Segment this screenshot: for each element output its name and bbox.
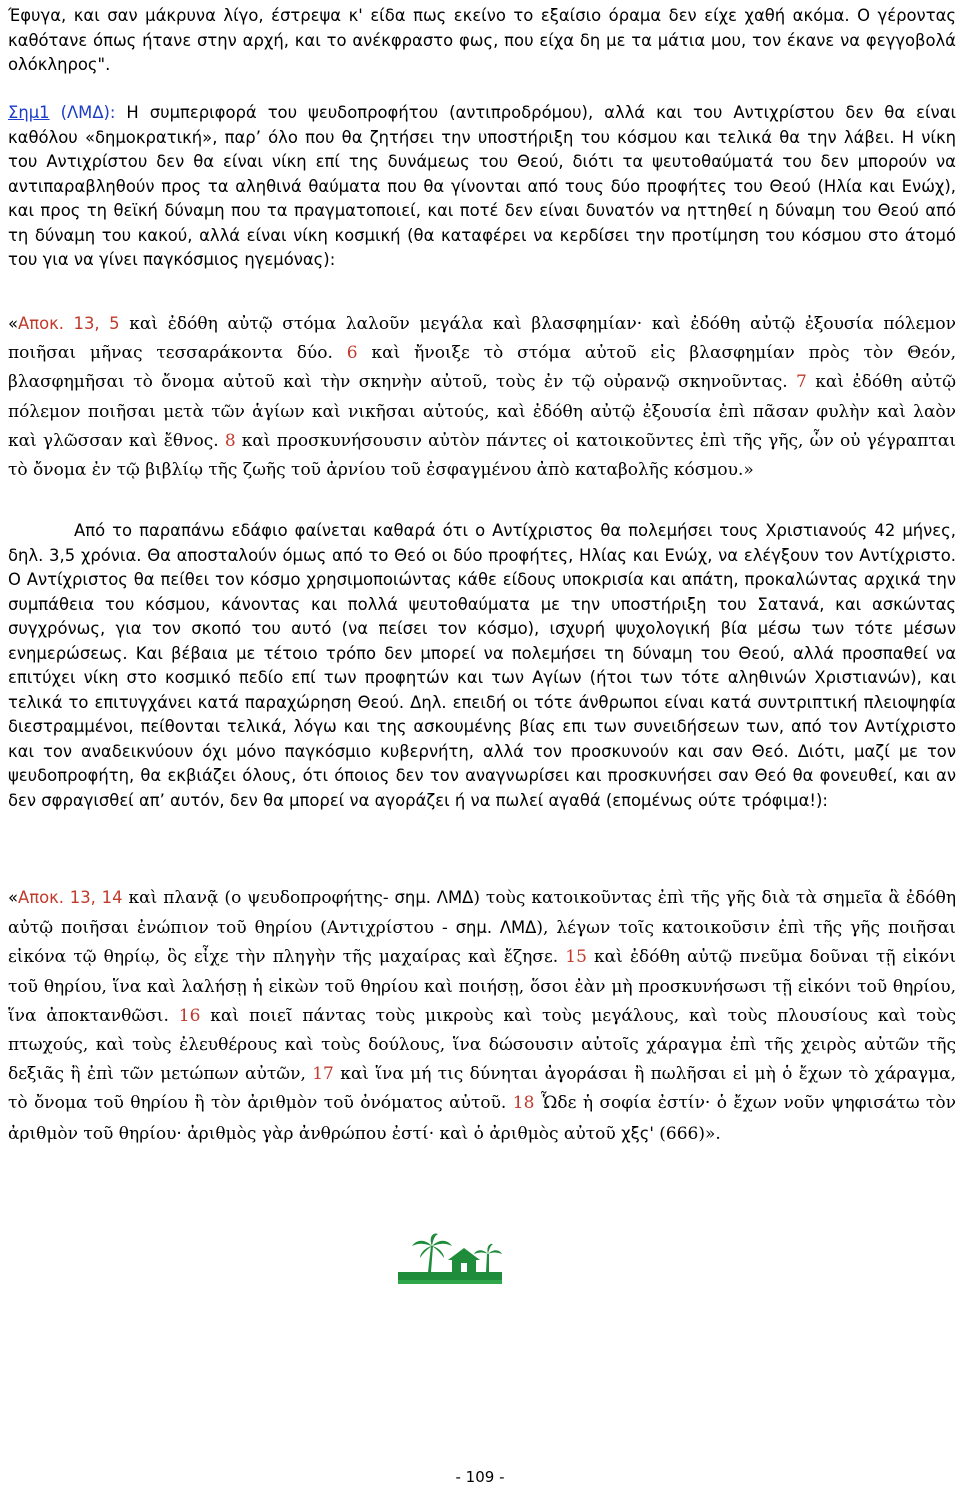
page-number: - 109 -	[455, 1468, 505, 1486]
verse-number: 16	[178, 1005, 201, 1026]
home-palm-logo-icon[interactable]	[398, 1232, 502, 1284]
verse-number: 15	[565, 947, 587, 968]
note-text: Η συμπεριφορά του ψευδοπροφήτου (αντιπροδρόμου), αλλά και του Αντιχρίστου δεν θα είναι καθόλου «δημοκρατική», παρ’ όλο που θα ζητήσει την υποστήριξη του κόσμου και τελικά θα την λάβει. Η νίκη του Αντιχρίστου δεν θα είναι νίκη επί της δυνάμεως του Θεού, διότι τα ψευτοθαύματά του δεν μπορούν να αντιπαραβληθούν προς τα αληθινά θαύματα που θα γίνονται από τους δύο προφήτες του Θεού (Ηλία και Ενώχ), και προς τη θεϊκή δύναμη που τα πραγματοποιεί, και ποτέ δεν είναι δυνατόν να ηττηθεί η δύναμη του Θεού από τη δύναμη του κακού, αλλά είναι νίκη κοσμική (θα καταφέρει να κερδίσει την προτίμηση του κόσμου στο άτομό του για να γίνει παγκόσμιος ηγεμόνας):	[8, 103, 957, 269]
note-paragraph	[8, 101, 956, 273]
verse-reference: Αποκ. 13, 5	[18, 314, 120, 333]
verse-reference: Αποκ. 13, 14	[18, 888, 123, 907]
commentary-paragraph: Από το παραπάνω εδάφιο φαίνεται καθαρά ότι ο Αντίχριστος θα πολεμήσει τους Χριστιανούς 42 μήνες, δηλ. 3,5 χρόνια. Θα αποσταλούν όμως από το Θεό οι δύο προφήτες, Ηλίας και Ενώχ, να ελέγξουν τον Αντίχριστο. Ο Αντίχριστος θα πείθει τον κόσμο χρησιμοποιώντας κάθε είδους υποκρισία και απάτη, προκαλώντας αρχικά την συμπάθεια του κόσμου, κάνοντας και πολλά ψευτοθαύματα με την υποστήριξη του Σατανά, και ασκώντας συγχρόνως, για τον σκοπό του αυτό (να πείσει τον κόσμο), ισχυρή ψυχολογική βία μέσω των τότε μέσων ενημερώσεως. Και βέβαια με τέτοιο τρόπο δεν μπορεί να πολεμήσει τη δύναμη του Θεού, αλλά προσπαθεί να επιτύχει νίκη στο κοσμικό πεδίο επί των προφητών και των Αγίων (ήτοι των τότε αληθινών Χριστιανών), και τελικά το επιτυγχάνει κατά παραχώρηση Θεού. Δηλ. επειδή οι τότε άνθρωποι είναι κατά συντριπτική πλειοψηφία διεστραμμένοι, πείθονται τελικά, λόγω και της ασκουμένης βίας επι των συνειδήσεων των, από τον Αντίχριστο και τον αναδεικνύουν όχι μόνο παγκόσμιο κυβερνήτη, αλλά τον προσκυνούν και σαν Θεό. Διότι, μαζί με τον ψευδοπροφήτη, θα εκβιάζει όλους, ότι όποιος δεν τον αναγνωρίσει και προσκυνήσει σαν Θεό θα φονευθεί, και αν δεν σφραγισθεί απ’ αυτόν, δεν θα μπορεί να αγοράζει ή να πωλεί αγαθά (επομένως ούτε τρόφιμα!):	[8, 521, 956, 810]
note-tag: (ΛΜΔ):	[60, 103, 116, 122]
verse-number: 18	[512, 1093, 535, 1114]
verse-number: 7	[796, 372, 807, 393]
verse-number: 17	[312, 1064, 334, 1085]
note-link[interactable]: Σημ1	[8, 103, 50, 122]
scripture-quote-2: «Αποκ. 13, 14 καὶ πλανᾷ (ο ψευδοπροφήτης- σημ. ΛΜΔ) τοὺς κατοικοῦντας ἐπὶ τῆς γῆς διὰ τὰ σημεῖα ἃ ἐδόθη αὐτῷ ποιῆσαι ἐνώπιον τοῦ θηρίου (Αντιχρίστου - σημ. ΛΜΔ), λέγων τοῖς κατοικοῦσιν ἐπὶ τῆς γῆς ποιῆσαι εἰκόνα τῷ θηρίῳ, ὃς εἶχε τὴν πληγὴν τῆς μαχαίρας καὶ ἔζησε. 15 καὶ ἐδόθη αὐτῷ πνεῦμα δοῦναι τῇ εἰκόνι τοῦ θηρίου, ἵνα καὶ λαλήσῃ ἡ εἰκὼν τοῦ θηρίου καὶ ποιήσῃ, ὅσοι ἐὰν μὴ προσκυνήσωσι τῇ εἰκόνι τοῦ θηρίου, ἵνα ἀποκτανθῶσι. 16 καὶ ποιεῖ πάντας τοὺς μικροὺς καὶ τοὺς μεγάλους, καὶ τοὺς πλουσίους καὶ τοὺς πτωχούς, καὶ τοὺς ἐλευθέρους καὶ τοὺς δούλους, ἵνα δώσουσιν αὐτοῖς χάραγμα ἐπὶ τῆς χειρὸς αὐτῶν τῆς δεξιᾶς ἢ ἐπὶ τῶν μετώπων αὐτῶν, 17 καὶ ἵνα μή τις δύνηται ἀγοράσαι ἢ πωλῆσαι εἰ μὴ ὁ ἔχων τὸ χάραγμα, τὸ ὄνομα τοῦ θηρίου ἢ τὸν ἀριθμὸν τοῦ ὀνόματος αὐτοῦ. 18 Ὧδε ἡ σοφία ἐστίν· ὁ ἔχων νοῦν ψηφισάτω τὸν ἀριθμὸν τοῦ θηρίου· ἀριθμὸς γὰρ ἀνθρώπου ἐστί· καὶ ὁ ἀριθμὸς αὐτοῦ χξς' (666)».	[8, 888, 957, 1144]
scripture-quote-1: «Αποκ. 13, 5 καὶ ἐδόθη αὐτῷ στόμα λαλοῦν μεγάλα καὶ βλασφημίαν· καὶ ἐδόθη αὐτῷ ἐξουσία πόλεμον ποιῆσαι μῆνας τεσσαράκοντα δύο. 6 καὶ ἤνοιξε τὸ στόμα αὐτοῦ εἰς βλασφημίαν πρὸς τὸν Θεόν, βλασφημῆσαι τὸ ὄνομα αὐτοῦ καὶ τὴν σκηνὴν αὐτοῦ, τοὺς ἐν τῷ οὐρανῷ σκηνοῦντας. 7 καὶ ἐδόθη αὐτῷ πόλεμον ποιῆσαι μετὰ τῶν ἁγίων καὶ νικῆσαι αὐτούς, καὶ ἐδόθη αὐτῷ ἐξουσία ἐπὶ πᾶσαν φυλὴν καὶ λαὸν καὶ γλῶσσαν καὶ ἔθνος. 8 καὶ προσκυνήσουσιν αὐτὸν πάντες οἱ κατοικοῦντες ἐπὶ τῆς γῆς, ὧν οὐ γέγραπται τὸ ὄνομα ἐν τῷ βιβλίῳ τῆς ζωῆς τοῦ ἀρνίου τοῦ ἐσφαγμένου ἀπὸ καταβολῆς κόσμου.»	[8, 314, 956, 481]
verse-number: 6	[346, 343, 358, 364]
story-paragraph: Έφυγα, και σαν μάκρυνα λίγο, έστρεψα κ' είδα πως εκείνο το εξαίσιο όραμα δεν είχε χαθή ακόμα. Ο γέροντας καθότανε όπως ήτανε στην αρχή, και το ανέκφραστο φως, που είχα δη με τα μάτια μου, τον έκανε να φεγγοβολά ολόκληρος".	[8, 6, 956, 74]
verse-number: 8	[224, 430, 236, 451]
